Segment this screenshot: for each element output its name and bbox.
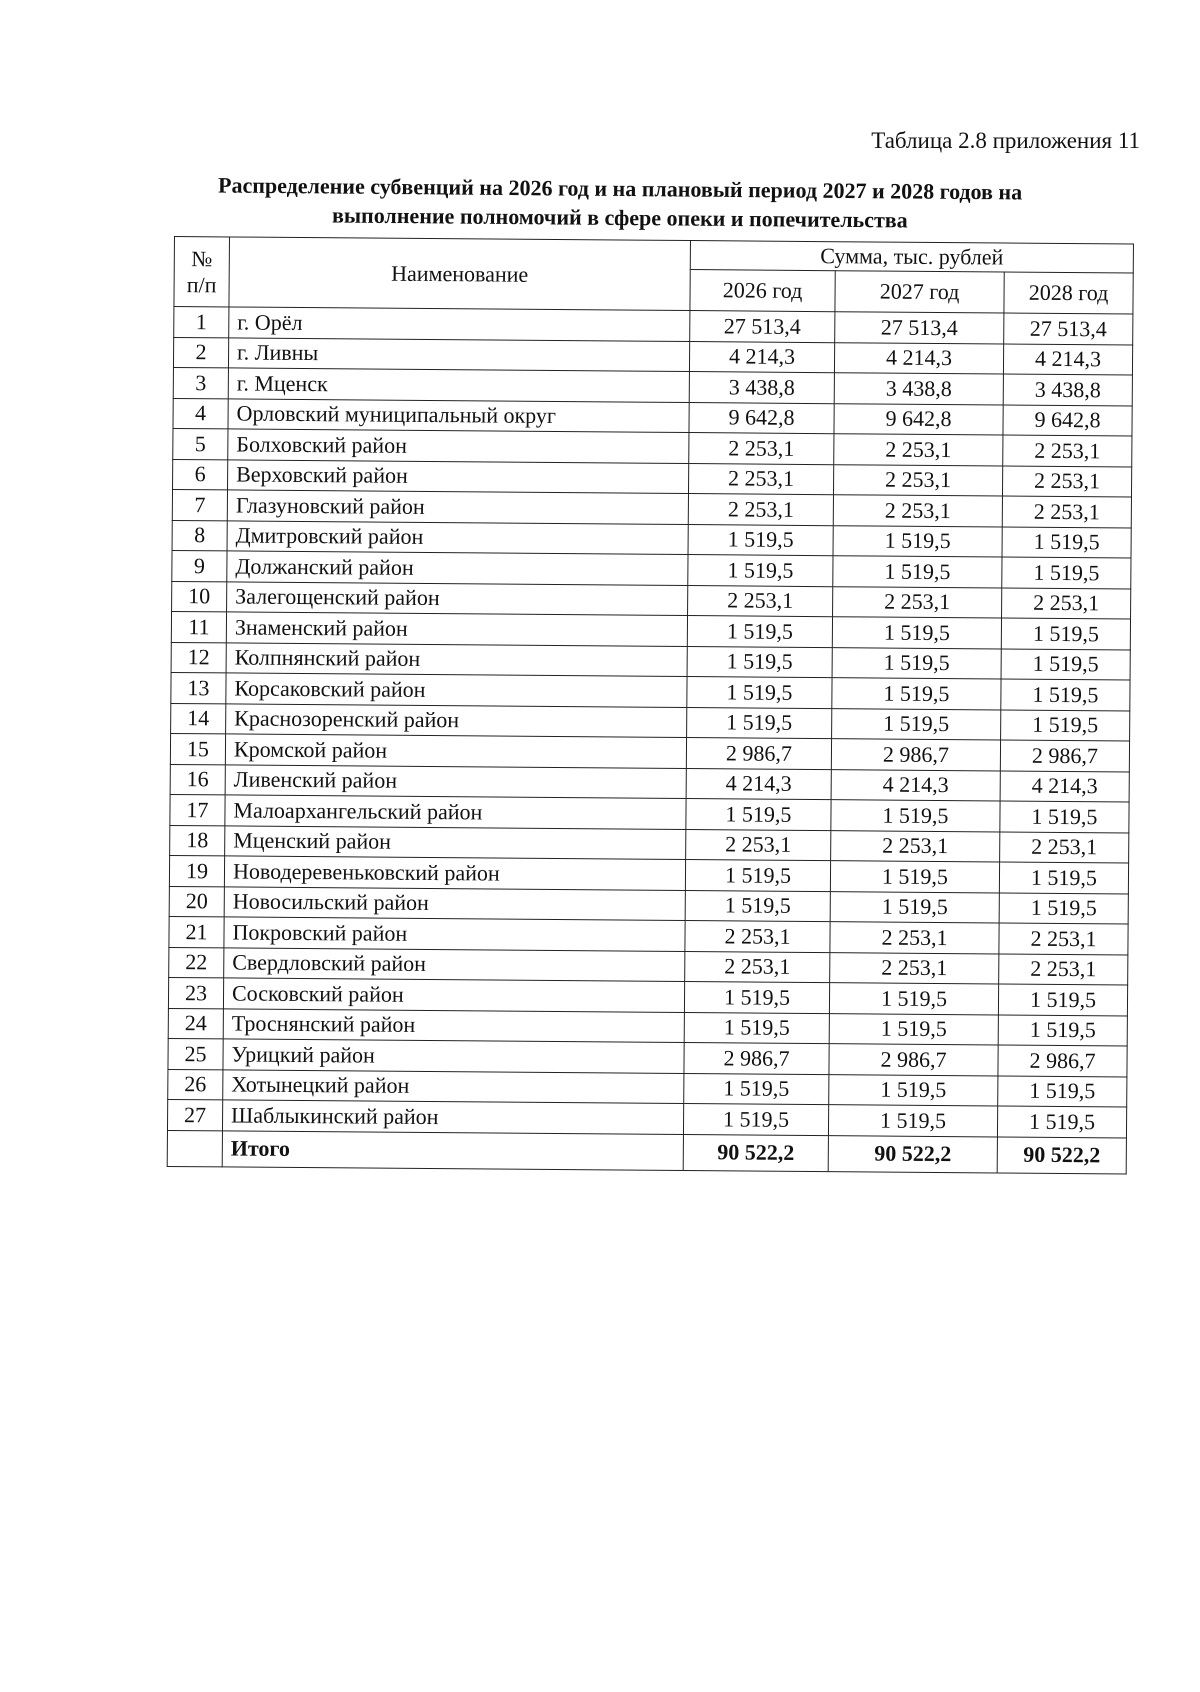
row-value-2027: 1 519,5: [830, 861, 999, 893]
row-name: Колпнянский район: [226, 642, 687, 676]
row-name: Ливенский район: [225, 764, 686, 798]
header-num-line-2: п/п: [186, 271, 217, 297]
row-value-2028: 1 519,5: [999, 862, 1128, 894]
table-wrapper: [167, 236, 1134, 1174]
row-name: Новосильский район: [224, 886, 685, 920]
header-year-2028: 2028 год: [1004, 272, 1133, 314]
row-number: 12: [171, 642, 226, 673]
row-value-2026: 1 519,5: [688, 524, 833, 556]
row-value-2026: 2 253,1: [688, 463, 833, 495]
subvention-table: [167, 236, 1134, 1174]
row-value-2026: 1 519,5: [684, 982, 829, 1014]
row-value-2026: 2 253,1: [686, 829, 831, 861]
row-name: Свердловский район: [224, 947, 685, 981]
row-name: г. Орёл: [229, 307, 690, 341]
row-value-2028: 1 519,5: [1001, 679, 1130, 711]
row-value-2028: 27 513,4: [1004, 313, 1133, 345]
row-number: 2: [173, 337, 228, 368]
row-value-2028: 2 253,1: [1003, 435, 1132, 467]
row-number: 4: [173, 398, 228, 429]
row-name: Глазуновский район: [227, 490, 688, 524]
row-name: Малоархангельский район: [225, 795, 686, 829]
row-number: 10: [172, 581, 227, 612]
row-value-2027: 1 519,5: [828, 1105, 997, 1137]
row-value-2027: 1 519,5: [833, 556, 1002, 588]
total-row: [167, 1130, 1126, 1174]
row-value-2026: 1 519,5: [685, 890, 830, 922]
row-name: Покровский район: [224, 917, 685, 951]
row-value-2026: 1 519,5: [683, 1104, 828, 1136]
total-2026: 90 522,2: [683, 1134, 828, 1171]
row-value-2027: 2 986,7: [829, 1044, 998, 1076]
row-value-2026: 1 519,5: [685, 860, 830, 892]
row-number: 15: [170, 733, 225, 764]
row-value-2028: 4 214,3: [1000, 771, 1129, 803]
total-2027: 90 522,2: [828, 1135, 997, 1172]
total-2028: 90 522,2: [997, 1136, 1126, 1173]
row-value-2027: 1 519,5: [832, 708, 1001, 740]
row-value-2027: 1 519,5: [833, 525, 1002, 557]
row-number: 17: [170, 794, 225, 825]
row-value-2028: 1 519,5: [1001, 618, 1130, 650]
header-sum: Сумма, тыс. рублей: [690, 241, 1133, 273]
row-value-2026: 1 519,5: [687, 707, 832, 739]
row-name: Болховский район: [228, 429, 689, 463]
row-value-2026: 1 519,5: [687, 646, 832, 678]
row-value-2027: 1 519,5: [830, 891, 999, 923]
row-name: Орловский муниципальный округ: [228, 398, 689, 432]
row-number: 20: [169, 886, 224, 917]
row-value-2028: 1 519,5: [1001, 649, 1130, 681]
row-value-2026: 27 513,4: [690, 311, 835, 343]
row-value-2027: 1 519,5: [832, 678, 1001, 710]
row-value-2028: 1 519,5: [998, 1075, 1127, 1107]
row-number: 9: [172, 550, 227, 581]
row-value-2028: 9 642,8: [1003, 405, 1132, 437]
row-value-2026: 2 253,1: [685, 951, 830, 983]
row-number: 1: [174, 307, 229, 338]
row-value-2028: 4 214,3: [1003, 344, 1132, 376]
header-year-2027: 2027 год: [835, 271, 1004, 313]
row-name: Корсаковский район: [226, 673, 687, 707]
row-number: 14: [171, 703, 226, 734]
row-value-2026: 1 519,5: [684, 1012, 829, 1044]
row-value-2026: 2 253,1: [689, 433, 834, 465]
row-number: 11: [171, 611, 226, 642]
row-value-2028: 1 519,5: [998, 984, 1127, 1016]
row-value-2026: 4 214,3: [686, 768, 831, 800]
row-value-2026: 4 214,3: [689, 341, 834, 373]
row-value-2026: 1 519,5: [687, 677, 832, 709]
row-name: Верховский район: [228, 459, 689, 493]
row-name: г. Мценск: [228, 368, 689, 402]
row-name: Новодеревеньковский район: [224, 856, 685, 890]
row-number: 26: [168, 1069, 223, 1100]
row-value-2027: 2 253,1: [831, 830, 1000, 862]
row-name: Залегощенский район: [227, 581, 688, 615]
row-value-2027: 4 214,3: [831, 769, 1000, 801]
total-label: Итого: [222, 1130, 683, 1170]
row-value-2026: 2 253,1: [688, 585, 833, 617]
row-number: 23: [168, 977, 223, 1008]
row-name: Кромской район: [225, 734, 686, 768]
row-value-2028: 1 519,5: [999, 893, 1128, 925]
table-body: [167, 307, 1133, 1174]
row-value-2027: 1 519,5: [832, 647, 1001, 679]
row-value-2028: 1 519,5: [1002, 557, 1131, 589]
row-value-2027: 1 519,5: [829, 1074, 998, 1106]
row-value-2028: 2 253,1: [1002, 588, 1131, 620]
row-value-2028: 2 986,7: [998, 1045, 1127, 1077]
row-value-2028: 3 438,8: [1003, 374, 1132, 406]
row-value-2028: 2 253,1: [999, 954, 1128, 986]
row-value-2026: 3 438,8: [689, 372, 834, 404]
row-number: 21: [169, 916, 224, 947]
header-name: Наименование: [229, 237, 691, 311]
row-value-2028: 2 253,1: [1002, 466, 1131, 498]
row-name: г. Ливны: [228, 337, 689, 371]
row-value-2026: 1 519,5: [686, 799, 831, 831]
row-value-2028: 2 986,7: [1000, 740, 1129, 772]
row-name: Урицкий район: [223, 1039, 684, 1073]
header-num: [174, 237, 230, 307]
row-name: Мценский район: [225, 825, 686, 859]
row-value-2028: 2 253,1: [1000, 832, 1129, 864]
row-number: 19: [169, 855, 224, 886]
row-number: 3: [173, 367, 228, 398]
row-name: Краснозоренский район: [226, 703, 687, 737]
title-line-1: Распределение субвенций на 2026 год и на плановый период 2027 и 2028 годов на: [218, 172, 1023, 205]
row-value-2026: 1 519,5: [684, 1073, 829, 1105]
row-number: 27: [167, 1099, 222, 1130]
row-value-2027: 1 519,5: [829, 983, 998, 1015]
row-value-2027: 2 253,1: [833, 586, 1002, 618]
row-value-2027: 2 253,1: [833, 464, 1002, 496]
row-value-2027: 1 519,5: [831, 800, 1000, 832]
row-name: Дмитровский район: [227, 520, 688, 554]
row-value-2027: 9 642,8: [834, 403, 1003, 435]
row-value-2027: 3 438,8: [834, 373, 1003, 405]
row-number: 13: [171, 672, 226, 703]
row-value-2027: 1 519,5: [832, 617, 1001, 649]
row-number: 22: [169, 947, 224, 978]
row-name: Хотынецкий район: [223, 1069, 684, 1103]
row-value-2026: 1 519,5: [687, 616, 832, 648]
row-value-2027: 2 253,1: [834, 434, 1003, 466]
document-title: [160, 170, 1080, 236]
row-number: 8: [172, 520, 227, 551]
row-number: 6: [173, 459, 228, 490]
row-value-2026: 9 642,8: [689, 402, 834, 434]
row-value-2028: 1 519,5: [998, 1014, 1127, 1046]
row-value-2027: 2 253,1: [830, 952, 999, 984]
row-name: Троснянский район: [223, 1008, 684, 1042]
row-value-2026: 2 986,7: [684, 1043, 829, 1075]
row-value-2028: 2 253,1: [999, 923, 1128, 955]
row-value-2026: 1 519,5: [688, 555, 833, 587]
row-number: 5: [173, 428, 228, 459]
row-name: Сосковский район: [223, 978, 684, 1012]
row-number: 7: [172, 489, 227, 520]
row-value-2027: 2 986,7: [831, 739, 1000, 771]
row-number: 25: [168, 1038, 223, 1069]
table-caption: Таблица 2.8 приложения 11: [871, 128, 1140, 153]
row-value-2028: 1 519,5: [1002, 527, 1131, 559]
row-name: Знаменский район: [226, 612, 687, 646]
row-value-2026: 2 253,1: [688, 494, 833, 526]
header-num-line-1: №: [191, 245, 213, 271]
row-value-2026: 2 253,1: [685, 921, 830, 953]
row-value-2027: 1 519,5: [829, 1013, 998, 1045]
row-value-2027: 27 513,4: [835, 312, 1004, 344]
row-value-2028: 1 519,5: [1001, 710, 1130, 742]
row-number: 16: [170, 764, 225, 795]
row-value-2028: 2 253,1: [1002, 496, 1131, 528]
row-name: Должанский район: [227, 551, 688, 585]
header-row-1: [174, 237, 1133, 274]
row-number: 18: [170, 825, 225, 856]
row-value-2028: 1 519,5: [1000, 801, 1129, 833]
total-num-cell: [167, 1130, 222, 1166]
table-header: [174, 237, 1134, 315]
row-value-2027: 2 253,1: [830, 922, 999, 954]
row-value-2028: 1 519,5: [997, 1106, 1126, 1138]
title-line-2: выполнение полномочий в сфере опеки и попечительства: [331, 202, 908, 233]
row-value-2027: 4 214,3: [834, 342, 1003, 374]
row-name: Шаблыкинский район: [222, 1100, 683, 1134]
row-value-2027: 2 253,1: [833, 495, 1002, 527]
row-number: 24: [168, 1008, 223, 1039]
row-value-2026: 2 986,7: [686, 738, 831, 770]
header-year-2026: 2026 год: [690, 270, 835, 312]
